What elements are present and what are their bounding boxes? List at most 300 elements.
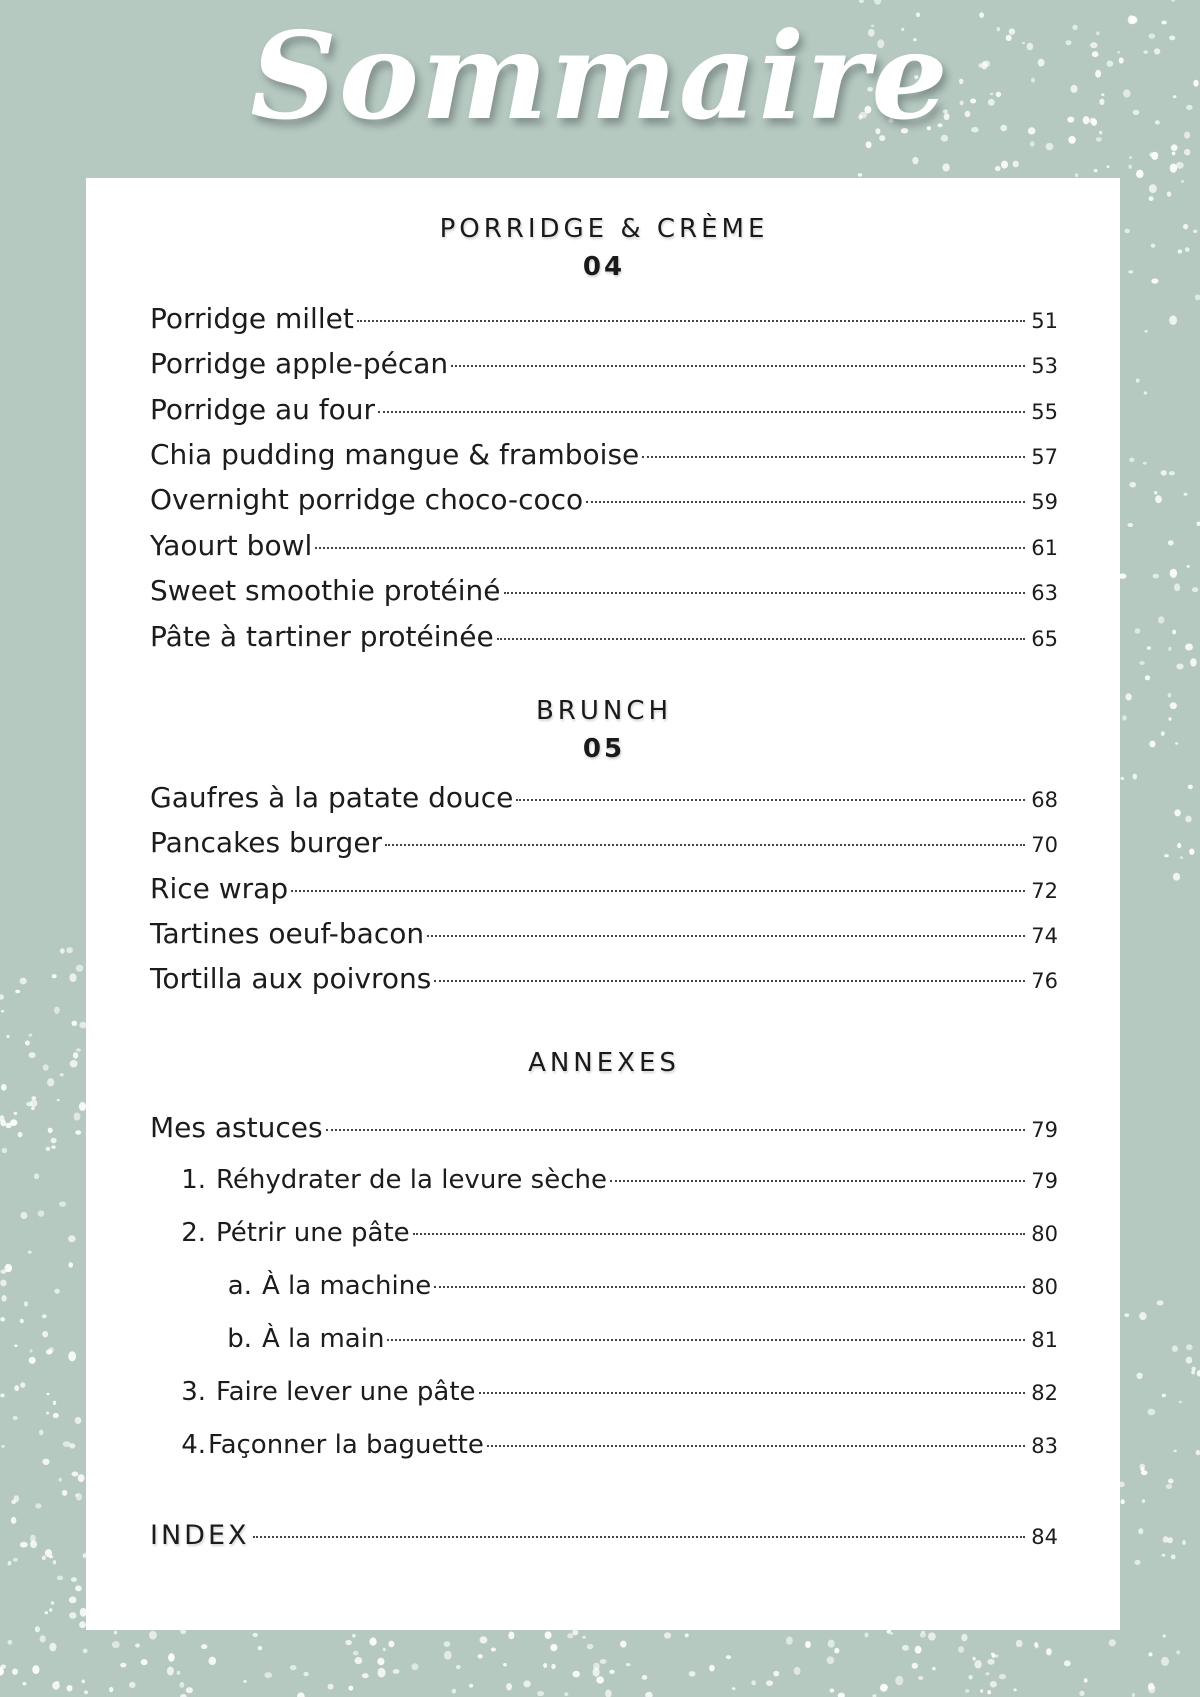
- speckle-dot: [1176, 1651, 1180, 1655]
- speckle-dot: [10, 1119, 17, 1126]
- dot-leader: [291, 890, 1025, 892]
- speckle-dot: [1177, 843, 1181, 848]
- speckle-dot: [915, 1646, 922, 1654]
- speckle-dot: [685, 1633, 689, 1637]
- speckle-dot: [167, 1667, 174, 1676]
- section-number: 04: [582, 252, 626, 282]
- speckle-dot: [1171, 1554, 1176, 1559]
- entry-page: 65: [1031, 627, 1058, 651]
- speckle-dot: [605, 1690, 612, 1697]
- speckle-dot: [987, 1659, 994, 1665]
- entry-page: 68: [1031, 788, 1058, 812]
- speckle-dot: [1035, 1644, 1039, 1648]
- speckle-dot: [42, 1331, 48, 1337]
- speckle-dot: [456, 1665, 461, 1669]
- speckle-dot: [75, 1494, 78, 1497]
- speckle-dot: [51, 1601, 55, 1605]
- speckle-dot: [709, 1665, 715, 1672]
- entry-label: Gaufres à la patate douce: [150, 781, 514, 814]
- entry-page: 83: [1031, 1434, 1058, 1458]
- speckle-dot: [1197, 522, 1200, 526]
- speckle-dot: [43, 1064, 49, 1070]
- entry-page: 61: [1031, 536, 1058, 560]
- toc-entry[interactable]: [150, 620, 1058, 660]
- speckle-dot: [551, 1664, 555, 1669]
- dot-leader: [315, 547, 1025, 549]
- speckle-dot: [1154, 491, 1157, 494]
- speckle-dot: [53, 1401, 56, 1405]
- speckle-dot: [59, 1202, 66, 1207]
- speckle-dot: [14, 1112, 18, 1115]
- speckle-dot: [54, 1289, 59, 1294]
- entry-label: Tortilla aux poivrons: [150, 962, 432, 995]
- dot-leader: [434, 980, 1025, 982]
- entry-page: 81: [1031, 1328, 1058, 1352]
- speckle-dot: [62, 1490, 68, 1496]
- speckle-dot: [74, 1113, 81, 1121]
- speckle-dot: [129, 1682, 135, 1688]
- speckle-dot: [1185, 816, 1192, 823]
- speckle-dot: [13, 1558, 18, 1562]
- speckle-dot: [1001, 161, 1008, 169]
- speckle-dot: [1148, 1685, 1155, 1694]
- speckle-dot: [30, 1099, 37, 1107]
- speckle-dot: [1163, 1635, 1166, 1638]
- toc-subentry[interactable]: [150, 1324, 1058, 1364]
- speckle-dot: [20, 1542, 28, 1548]
- speckle-dot: [974, 1660, 981, 1668]
- dot-leader: [413, 1233, 1025, 1235]
- toc-subentry[interactable]: [150, 1430, 1058, 1470]
- speckle-dot: [830, 1689, 835, 1693]
- speckle-dot: [38, 1210, 45, 1217]
- speckle-dot: [177, 1671, 181, 1675]
- speckle-dot: [7, 1640, 12, 1645]
- speckle-dot: [1128, 270, 1133, 274]
- speckle-dot: [14, 1385, 19, 1391]
- entry-label: Chia pudding mangue & framboise: [150, 438, 640, 471]
- speckle-dot: [66, 947, 73, 953]
- speckle-dot: [328, 1684, 334, 1690]
- speckle-dot: [383, 1648, 386, 1652]
- speckle-dot: [506, 1683, 512, 1690]
- toc-subentry[interactable]: [150, 1377, 1058, 1417]
- speckle-dot: [52, 974, 57, 978]
- speckle-dot: [53, 1560, 56, 1564]
- speckle-dot: [827, 1656, 835, 1664]
- speckle-dot: [23, 1682, 27, 1685]
- speckle-dot: [54, 1007, 60, 1014]
- speckle-dot: [1182, 1540, 1186, 1545]
- speckle-dot: [31, 1107, 35, 1110]
- speckle-dot: [1180, 856, 1183, 859]
- speckle-dot: [1162, 1554, 1166, 1557]
- speckle-dot: [253, 1633, 258, 1637]
- speckle-dot: [0, 1120, 6, 1126]
- entry-page: 63: [1031, 581, 1058, 605]
- speckle-dot: [1168, 693, 1172, 698]
- speckle-dot: [51, 1145, 55, 1149]
- speckle-dot: [112, 1641, 120, 1648]
- speckle-dot: [1185, 644, 1193, 651]
- speckle-dot: [1128, 523, 1134, 527]
- speckle-dot: [57, 1099, 60, 1101]
- speckle-dot: [67, 1685, 73, 1691]
- speckle-dot: [1, 1084, 7, 1091]
- speckle-dot: [149, 1631, 157, 1640]
- speckle-dot: [902, 1645, 909, 1651]
- speckle-dot: [928, 1632, 936, 1640]
- speckle-dot: [444, 1651, 452, 1660]
- speckle-dot: [1137, 1373, 1143, 1379]
- speckle-dot: [942, 163, 949, 171]
- speckle-dot: [60, 1073, 64, 1076]
- speckle-dot: [987, 1690, 991, 1694]
- speckle-dot: [1168, 1478, 1174, 1483]
- speckle-dot: [1169, 315, 1177, 325]
- dot-leader: [253, 1536, 1025, 1538]
- speckle-dot: [805, 1641, 811, 1648]
- speckle-dot: [1169, 717, 1172, 721]
- speckle-dot: [135, 1643, 140, 1647]
- speckle-dot: [912, 1663, 918, 1669]
- speckle-dot: [42, 1459, 49, 1465]
- speckle-dot: [1084, 1678, 1088, 1683]
- speckle-dot: [109, 1687, 113, 1692]
- speckle-dot: [72, 1472, 79, 1477]
- speckle-dot: [1151, 244, 1156, 248]
- dot-leader: [434, 1286, 1025, 1288]
- speckle-dot: [1189, 849, 1194, 855]
- speckle-dot: [1119, 573, 1127, 578]
- speckle-dot: [883, 1685, 888, 1689]
- speckle-dot: [59, 1478, 62, 1482]
- dot-leader: [642, 456, 1025, 458]
- speckle-dot: [1179, 1401, 1183, 1404]
- speckle-dot: [355, 1657, 363, 1664]
- speckle-dot: [46, 1147, 51, 1151]
- speckle-dot: [1129, 482, 1136, 488]
- speckle-dot: [1162, 1394, 1166, 1397]
- speckle-dot: [1155, 495, 1162, 503]
- entry-label: Tartines oeuf-bacon: [150, 917, 425, 950]
- speckle-dot: [573, 1671, 580, 1678]
- dot-leader: [504, 592, 1025, 594]
- speckle-dot: [1178, 249, 1182, 253]
- speckle-dot: [1149, 196, 1154, 201]
- table-of-contents: [150, 178, 1058, 1630]
- speckle-dot: [1135, 1560, 1141, 1565]
- speckle-dot: [620, 1641, 626, 1648]
- speckle-dot: [1147, 646, 1151, 650]
- toc-entry[interactable]: [150, 962, 1058, 1002]
- entry-label: Porridge au four: [150, 393, 376, 426]
- speckle-dot: [68, 1235, 76, 1242]
- speckle-dot: [29, 1357, 36, 1364]
- speckle-dot: [49, 1643, 56, 1652]
- speckle-dot: [1144, 391, 1147, 394]
- toc-subentry[interactable]: [150, 1165, 1058, 1205]
- speckle-dot: [1124, 1313, 1129, 1317]
- speckle-dot: [209, 1657, 217, 1665]
- entry-page: 84: [1031, 1525, 1058, 1549]
- speckle-dot: [1152, 153, 1156, 157]
- speckle-dot: [491, 1648, 496, 1652]
- speckle-dot: [1124, 229, 1130, 233]
- entry-letter: b.: [227, 1324, 252, 1354]
- speckle-dot: [60, 948, 65, 953]
- speckle-dot: [46, 1350, 53, 1355]
- speckle-dot: [14, 1345, 18, 1348]
- speckle-dot: [20, 1382, 25, 1388]
- speckle-dot: [35, 1626, 40, 1632]
- speckle-dot: [388, 1641, 394, 1648]
- annexes-title: ANNEXES: [528, 1048, 680, 1078]
- speckle-dot: [980, 1689, 983, 1693]
- toc-subentry[interactable]: [150, 1218, 1058, 1258]
- toc-entry[interactable]: [150, 917, 1058, 957]
- speckle-dot: [1190, 658, 1197, 666]
- speckle-dot: [503, 1663, 507, 1667]
- speckle-dot: [726, 1655, 731, 1659]
- speckle-dot: [42, 1314, 47, 1318]
- toc-entry[interactable]: [150, 781, 1058, 821]
- toc-entry[interactable]: [150, 529, 1058, 569]
- entry-number: 1.: [181, 1165, 206, 1195]
- speckle-dot: [83, 1649, 88, 1654]
- speckle-dot: [15, 990, 20, 994]
- speckle-dot: [961, 1634, 967, 1642]
- speckle-dot: [912, 157, 918, 164]
- toc-entry[interactable]: [150, 574, 1058, 614]
- speckle-dot: [1149, 1652, 1153, 1656]
- speckle-dot: [377, 1658, 384, 1666]
- speckle-dot: [1122, 715, 1127, 720]
- speckle-dot: [1145, 675, 1150, 680]
- toc-entry[interactable]: [150, 302, 1058, 342]
- speckle-dot: [1, 1445, 4, 1448]
- speckle-dot: [0, 1317, 5, 1321]
- entry-label: Mes astuces: [150, 1111, 323, 1144]
- speckle-dot: [1121, 777, 1125, 780]
- entry-label: Pétrir une pâte: [216, 1218, 410, 1248]
- speckle-dot: [1161, 1657, 1169, 1666]
- speckle-dot: [69, 1612, 76, 1619]
- speckle-dot: [1158, 616, 1164, 623]
- speckle-dot: [766, 1680, 773, 1686]
- entry-label: À la main: [262, 1324, 385, 1354]
- speckle-dot: [1172, 630, 1176, 635]
- speckle-dot: [1168, 540, 1174, 545]
- speckle-dot: [920, 1632, 926, 1637]
- speckle-dot: [57, 1576, 63, 1581]
- speckle-dot: [1176, 664, 1183, 670]
- speckle-dot: [973, 1657, 976, 1661]
- entry-number: 3.: [181, 1377, 206, 1407]
- speckle-dot: [345, 1640, 352, 1645]
- speckle-dot: [40, 1635, 46, 1642]
- speckle-dot: [452, 1689, 456, 1694]
- speckle-dot: [794, 1667, 801, 1675]
- speckle-dot: [469, 1684, 473, 1688]
- toc-subentry[interactable]: [150, 1271, 1058, 1311]
- toc-entry[interactable]: [150, 483, 1058, 523]
- speckle-dot: [1170, 569, 1177, 578]
- entry-number: 4.: [181, 1430, 206, 1460]
- speckle-dot: [120, 1663, 126, 1668]
- speckle-dot: [69, 1443, 75, 1448]
- speckle-dot: [1163, 1536, 1169, 1543]
- speckle-dot: [543, 1663, 547, 1668]
- speckle-dot: [1193, 230, 1197, 233]
- speckle-dot: [393, 1669, 400, 1674]
- speckle-dot: [1132, 1693, 1135, 1697]
- speckle-dot: [180, 1682, 185, 1688]
- speckle-dot: [75, 1130, 81, 1134]
- speckle-dot: [2, 1295, 7, 1302]
- speckle-dot: [545, 1631, 552, 1639]
- toc-entry[interactable]: [150, 826, 1058, 866]
- entry-page: 79: [1031, 1118, 1058, 1142]
- speckle-dot: [201, 1644, 207, 1649]
- speckle-dot: [751, 1680, 756, 1685]
- toc-entry[interactable]: [150, 393, 1058, 433]
- speckle-dot: [1195, 294, 1200, 300]
- speckle-dot: [49, 1608, 52, 1612]
- speckle-dot: [567, 1633, 573, 1638]
- speckle-dot: [72, 1021, 78, 1026]
- speckle-dot: [53, 1413, 59, 1418]
- speckle-dot: [13, 1495, 19, 1502]
- speckle-dot: [999, 1674, 1006, 1679]
- speckle-dot: [35, 1503, 41, 1508]
- entry-page: 76: [1031, 969, 1058, 993]
- entry-label: Réhydrater de la levure sèche: [216, 1165, 607, 1195]
- dot-leader: [451, 365, 1025, 367]
- dot-leader: [427, 935, 1025, 937]
- entry-label: Faire lever une pâte: [216, 1377, 476, 1407]
- speckle-dot: [186, 1687, 193, 1693]
- speckle-dot: [1139, 1312, 1146, 1320]
- entry-page: 57: [1031, 445, 1058, 469]
- speckle-dot: [1184, 493, 1188, 496]
- speckle-dot: [645, 1692, 652, 1697]
- speckle-dot: [1170, 702, 1177, 709]
- speckle-dot: [995, 166, 1001, 171]
- speckle-dot: [370, 1638, 377, 1646]
- speckle-dot: [593, 1668, 600, 1677]
- speckle-dot: [28, 1052, 35, 1058]
- speckle-dot: [1135, 628, 1141, 634]
- speckle-dot: [0, 1394, 4, 1398]
- section-number: 05: [582, 734, 626, 764]
- speckle-dot: [1185, 247, 1190, 252]
- speckle-dot: [348, 1686, 353, 1691]
- entry-page: 80: [1031, 1222, 1058, 1246]
- speckle-dot: [12, 1669, 18, 1675]
- speckle-dot: [20, 1212, 27, 1219]
- speckle-dot: [1187, 565, 1190, 568]
- entry-label: Porridge millet: [150, 302, 354, 335]
- speckle-dot: [75, 1585, 82, 1591]
- page-title: Sommaire: [250, 6, 950, 147]
- dot-leader: [497, 638, 1025, 640]
- speckle-dot: [46, 1412, 49, 1415]
- dot-leader: [487, 1445, 1025, 1447]
- section-title: PORRIDGE & CRÈME: [439, 214, 769, 244]
- speckle-dot: [1013, 1688, 1016, 1691]
- speckle-dot: [25, 1041, 30, 1046]
- speckle-dot: [564, 1692, 568, 1696]
- speckle-dot: [73, 1052, 78, 1059]
- speckle-dot: [0, 994, 4, 1000]
- speckle-dot: [1172, 1345, 1178, 1352]
- speckle-dot: [51, 1138, 57, 1144]
- speckle-dot: [1188, 785, 1193, 790]
- entry-page: 51: [1031, 309, 1058, 333]
- speckle-dot: [30, 1349, 33, 1352]
- speckle-dot: [478, 1654, 483, 1658]
- speckle-dot: [587, 1644, 594, 1650]
- speckle-dot: [2, 1148, 8, 1154]
- entry-label: À la machine: [262, 1271, 432, 1301]
- entry-page: 82: [1031, 1381, 1058, 1405]
- speckle-dot: [114, 1631, 117, 1635]
- dot-leader: [326, 1129, 1025, 1131]
- speckle-dot: [1121, 1499, 1125, 1504]
- speckle-dot: [642, 1675, 648, 1680]
- speckle-dot: [47, 1078, 54, 1086]
- toc-entry[interactable]: [150, 438, 1058, 478]
- index-label: INDEX: [150, 1520, 250, 1551]
- speckle-dot: [0, 1270, 6, 1274]
- entry-label: Porridge apple-pécan: [150, 347, 449, 380]
- speckle-dot: [11, 1517, 17, 1524]
- entry-label: Rice wrap: [150, 872, 289, 905]
- speckle-dot: [71, 1577, 77, 1582]
- speckle-dot: [362, 1673, 369, 1678]
- speckle-dot: [48, 1128, 53, 1133]
- speckle-dot: [865, 1633, 869, 1638]
- speckle-dot: [47, 1393, 50, 1395]
- speckle-dot: [965, 1689, 969, 1693]
- speckle-dot: [8, 1267, 11, 1269]
- toc-entry[interactable]: [150, 347, 1058, 387]
- speckle-dot: [480, 1636, 488, 1643]
- speckle-dot: [76, 965, 83, 972]
- speckle-dot: [537, 1691, 544, 1696]
- speckle-dot: [45, 1611, 49, 1614]
- speckle-dot: [70, 1060, 78, 1067]
- speckle-dot: [352, 1634, 355, 1638]
- entry-label: Yaourt bowl: [150, 529, 313, 562]
- section-title: BRUNCH: [535, 696, 673, 726]
- speckle-dot: [1079, 1691, 1084, 1696]
- speckle-dot: [786, 1637, 793, 1645]
- toc-entry[interactable]: [150, 872, 1058, 912]
- speckle-dot: [1196, 1450, 1200, 1455]
- speckle-dot: [81, 1680, 85, 1684]
- speckle-dot: [353, 1651, 359, 1656]
- entry-label: Sweet smoothie protéiné: [150, 574, 501, 607]
- speckle-dot: [1138, 1528, 1143, 1534]
- speckle-dot: [969, 1675, 973, 1680]
- entry-label: Façonner la baguette: [208, 1430, 484, 1460]
- toc-entry-index[interactable]: [150, 1520, 1058, 1560]
- speckle-dot: [378, 1668, 386, 1678]
- toc-entry[interactable]: [150, 1111, 1058, 1151]
- speckle-dot: [1141, 1470, 1148, 1475]
